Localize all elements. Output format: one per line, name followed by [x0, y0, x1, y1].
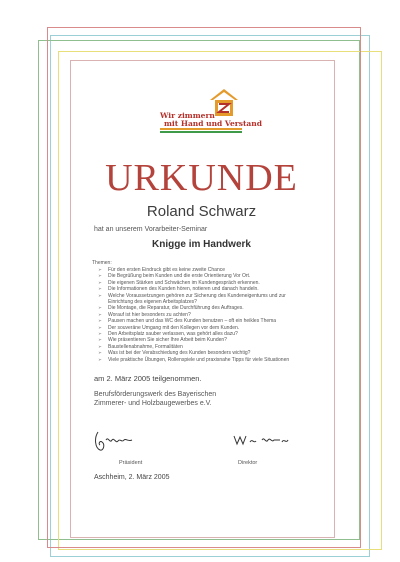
- certificate-title: URKUNDE: [105, 157, 298, 199]
- intro-text: hat an unserem Vorarbeiter-Seminar: [94, 226, 208, 233]
- recipient-name: Roland Schwarz: [146, 203, 257, 220]
- topic-item: ➢ Die Montage, die Reparatur, die Durchführung des Auftrages.: [98, 305, 338, 311]
- director-signature: [232, 432, 292, 448]
- seminar-title: Knigge im Handwerk: [152, 239, 251, 250]
- topic-item: ➢ Für den ersten Eindruck gibt es keine zweite Chance: [98, 267, 338, 273]
- topics-label: Themen:: [92, 260, 112, 266]
- topic-item: ➢ Welche Voraussetzungen gehören zur Sicherung des Kundeneigentums und zur: [98, 293, 338, 299]
- topic-item: ➢ Baustellenabnahme, Formalitäten: [98, 344, 338, 350]
- director-label: Direktor: [238, 460, 258, 466]
- participation-date: am 2. März 2005 teilgenommen.: [94, 374, 202, 383]
- topic-item: ➢ Pausen machen und das WC des Kunden benutzen – oft ein heikles Thema: [98, 318, 338, 324]
- place-and-date: Aschheim, 2. März 2005: [94, 474, 170, 481]
- logo-stripe-green: [160, 131, 242, 133]
- company-logo: [160, 88, 262, 133]
- topic-item: ➢ Wie präsentieren Sie sicher Ihre Arbeit beim Kunden?: [98, 337, 338, 343]
- topic-item: ➢ Die Informationen des Kunden hören, notieren und danach handeln.: [98, 286, 338, 292]
- logo-line1: Wir zimmern: [160, 111, 215, 120]
- organization-line2: Zimmerer- und Holzbaugewerbes e.V.: [94, 400, 212, 407]
- topic-item: ➢ Worauf ist hier besonders zu achten?: [98, 312, 338, 318]
- topic-item: ➢ Was ist bei der Verabschiedung des Kunden besonders wichtig?: [98, 350, 338, 356]
- topic-item: ➢ Die Begrüßung beim Kunden und die erste Orientierung Vor Ort.: [98, 273, 338, 279]
- logo-line2: mit Hand und Verstand: [164, 119, 262, 128]
- organization: [94, 390, 216, 408]
- topic-item: ➢ Viele praktische Übungen, Rollenspiele und praxisnahe Tipps für viele Situationen: [98, 357, 338, 363]
- president-signature: [92, 428, 142, 454]
- topic-item: ➢ Der souveräne Umgang mit den Kollegen vor dem Kunden.: [98, 325, 338, 331]
- topic-item: ➢ Den Arbeitsplatz sauber verlassen, was gehört alles dazu?: [98, 331, 338, 337]
- logo-stripe-orange: [160, 128, 242, 130]
- topics-list: [98, 267, 338, 363]
- topic-item-continuation: Einrichtung des eigenen Arbeitsplatzes?: [108, 299, 197, 306]
- organization-line1: Berufsförderungswerk des Bayerischen: [94, 391, 217, 398]
- president-label: Präsident: [119, 460, 143, 466]
- topic-item: ➢ Die eigenen Stärken und Schwächen im Kundengespräch erkennen.: [98, 280, 338, 286]
